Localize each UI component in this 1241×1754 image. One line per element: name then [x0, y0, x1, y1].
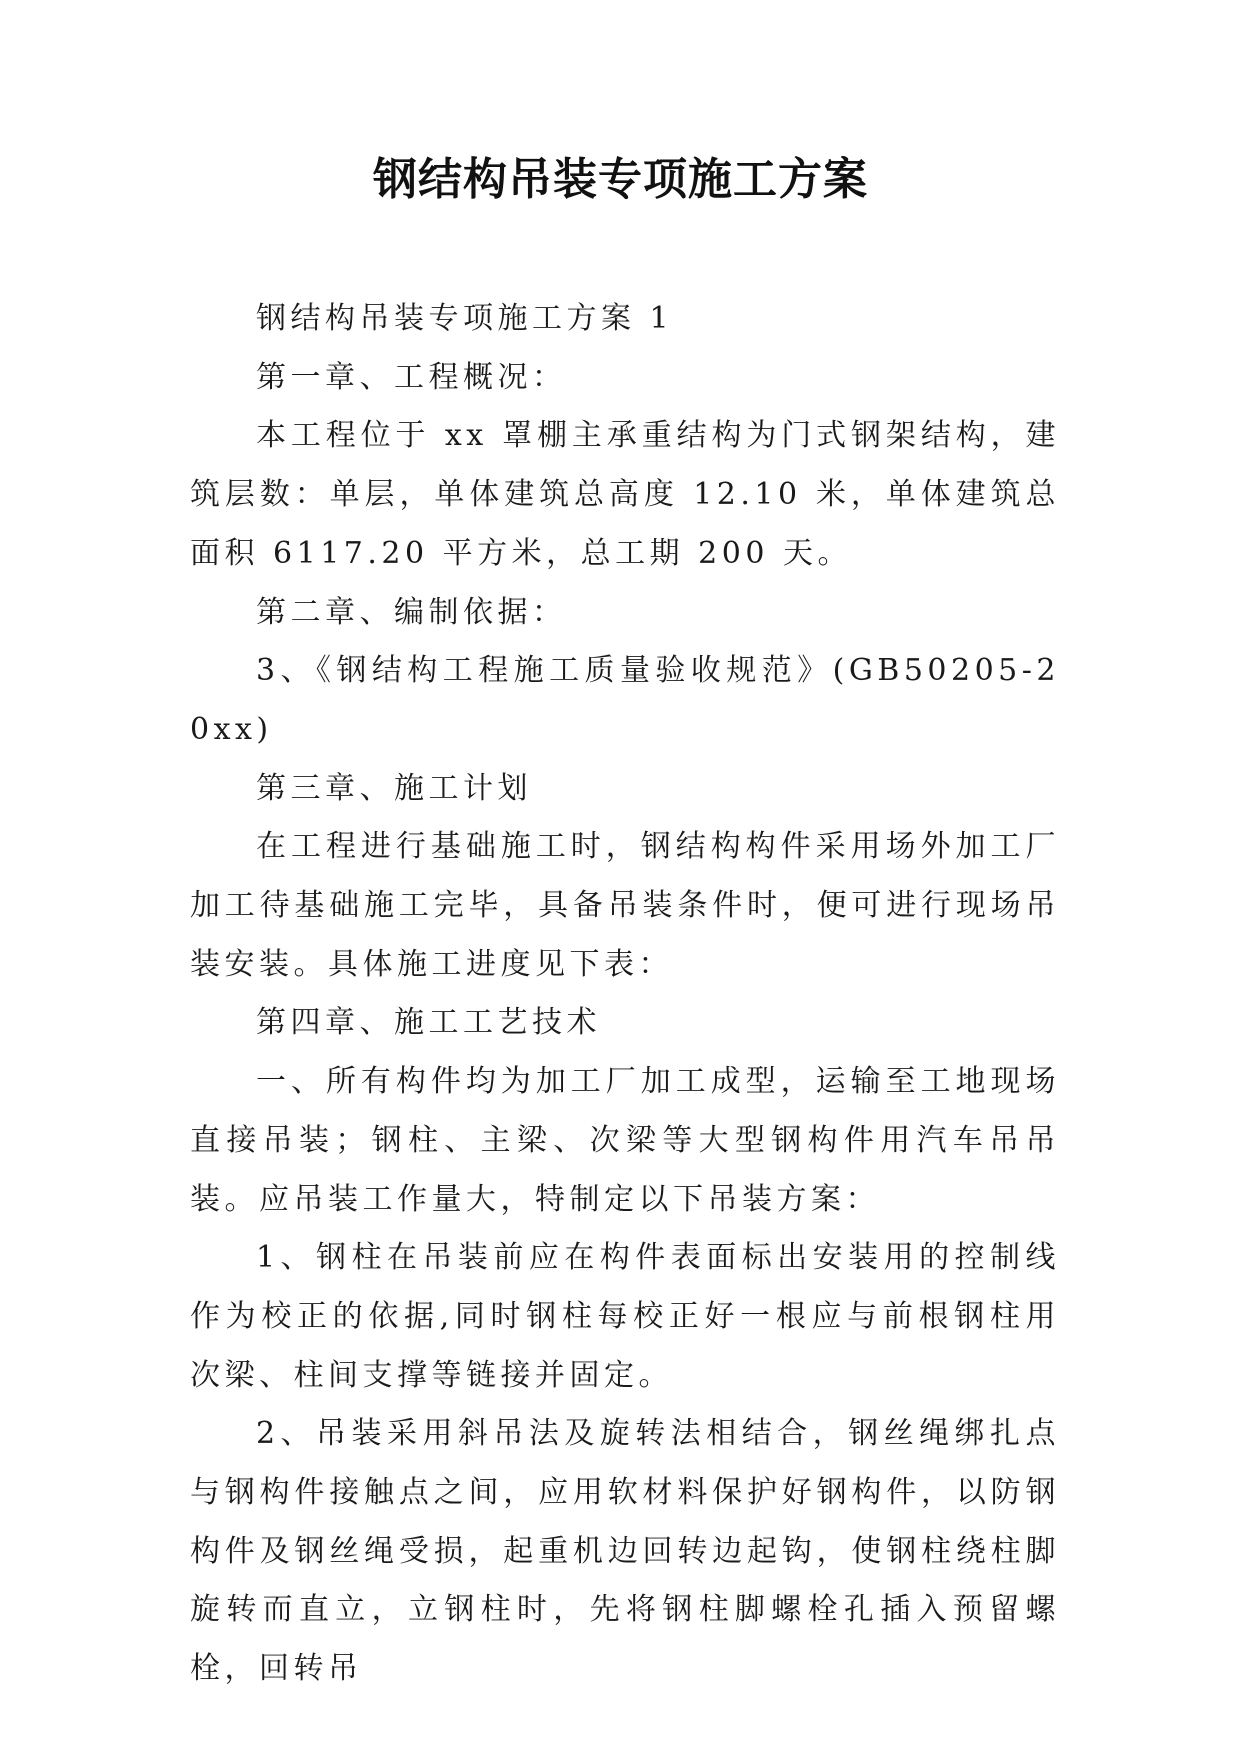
- document-title: 钢结构吊装专项施工方案: [373, 154, 868, 205]
- paragraph-chapter-2: 第二章、编制依据：: [256, 594, 567, 630]
- paragraph-chapter-4: 第四章、施工工艺技术: [256, 1005, 601, 1041]
- paragraph-construction-plan: 在工程进行基础施工时，钢结构构件采用场外加工厂加工待基础施工完毕，具备吊装条件时，便可进行现场吊装安装。具体施工进度见下表：: [190, 829, 1060, 982]
- paragraph-chapter-3: 第三章、施工计划: [256, 770, 532, 806]
- paragraph-item-1: 1、钢柱在吊装前应在构件表面标出安装用的控制线作为校正的依据,同时钢柱每校正好一根应与前根钢柱用次梁、柱间支撑等链接并固定。: [190, 1240, 1060, 1393]
- paragraph-chapter-1: 第一章、工程概况：: [256, 359, 567, 395]
- document-body: [190, 290, 1060, 1699]
- paragraph-project-overview: 本工程位于 xx 罩棚主承重结构为门式钢架结构，建筑层数：单层，单体建筑总高度 12.10 米，单体建筑总面积 6117.20 平方米，总工期 200 天。: [190, 418, 1060, 571]
- paragraph-item-one: 一、所有构件均为加工厂加工成型，运输至工地现场直接吊装；钢柱、主梁、次梁等大型钢构件用汽车吊吊装。应吊装工作量大，特制定以下吊装方案：: [190, 1064, 1060, 1217]
- paragraph-plan-heading: 钢结构吊装专项施工方案 1: [256, 301, 674, 336]
- paragraph-item-2: 2、吊装采用斜吊法及旋转法相结合，钢丝绳绑扎点与钢构件接触点之间，应用软材料保护好钢构件，以防钢构件及钢丝绳受损，起重机边回转边起钩，使钢柱绕柱脚旋转而直立，立钢柱时，先将钢柱脚螺栓孔插入预留螺栓，回转吊: [190, 1416, 1060, 1687]
- paragraph-code-reference: 3、《钢结构工程施工质量验收规范》(GB50205-20xx): [190, 653, 1060, 747]
